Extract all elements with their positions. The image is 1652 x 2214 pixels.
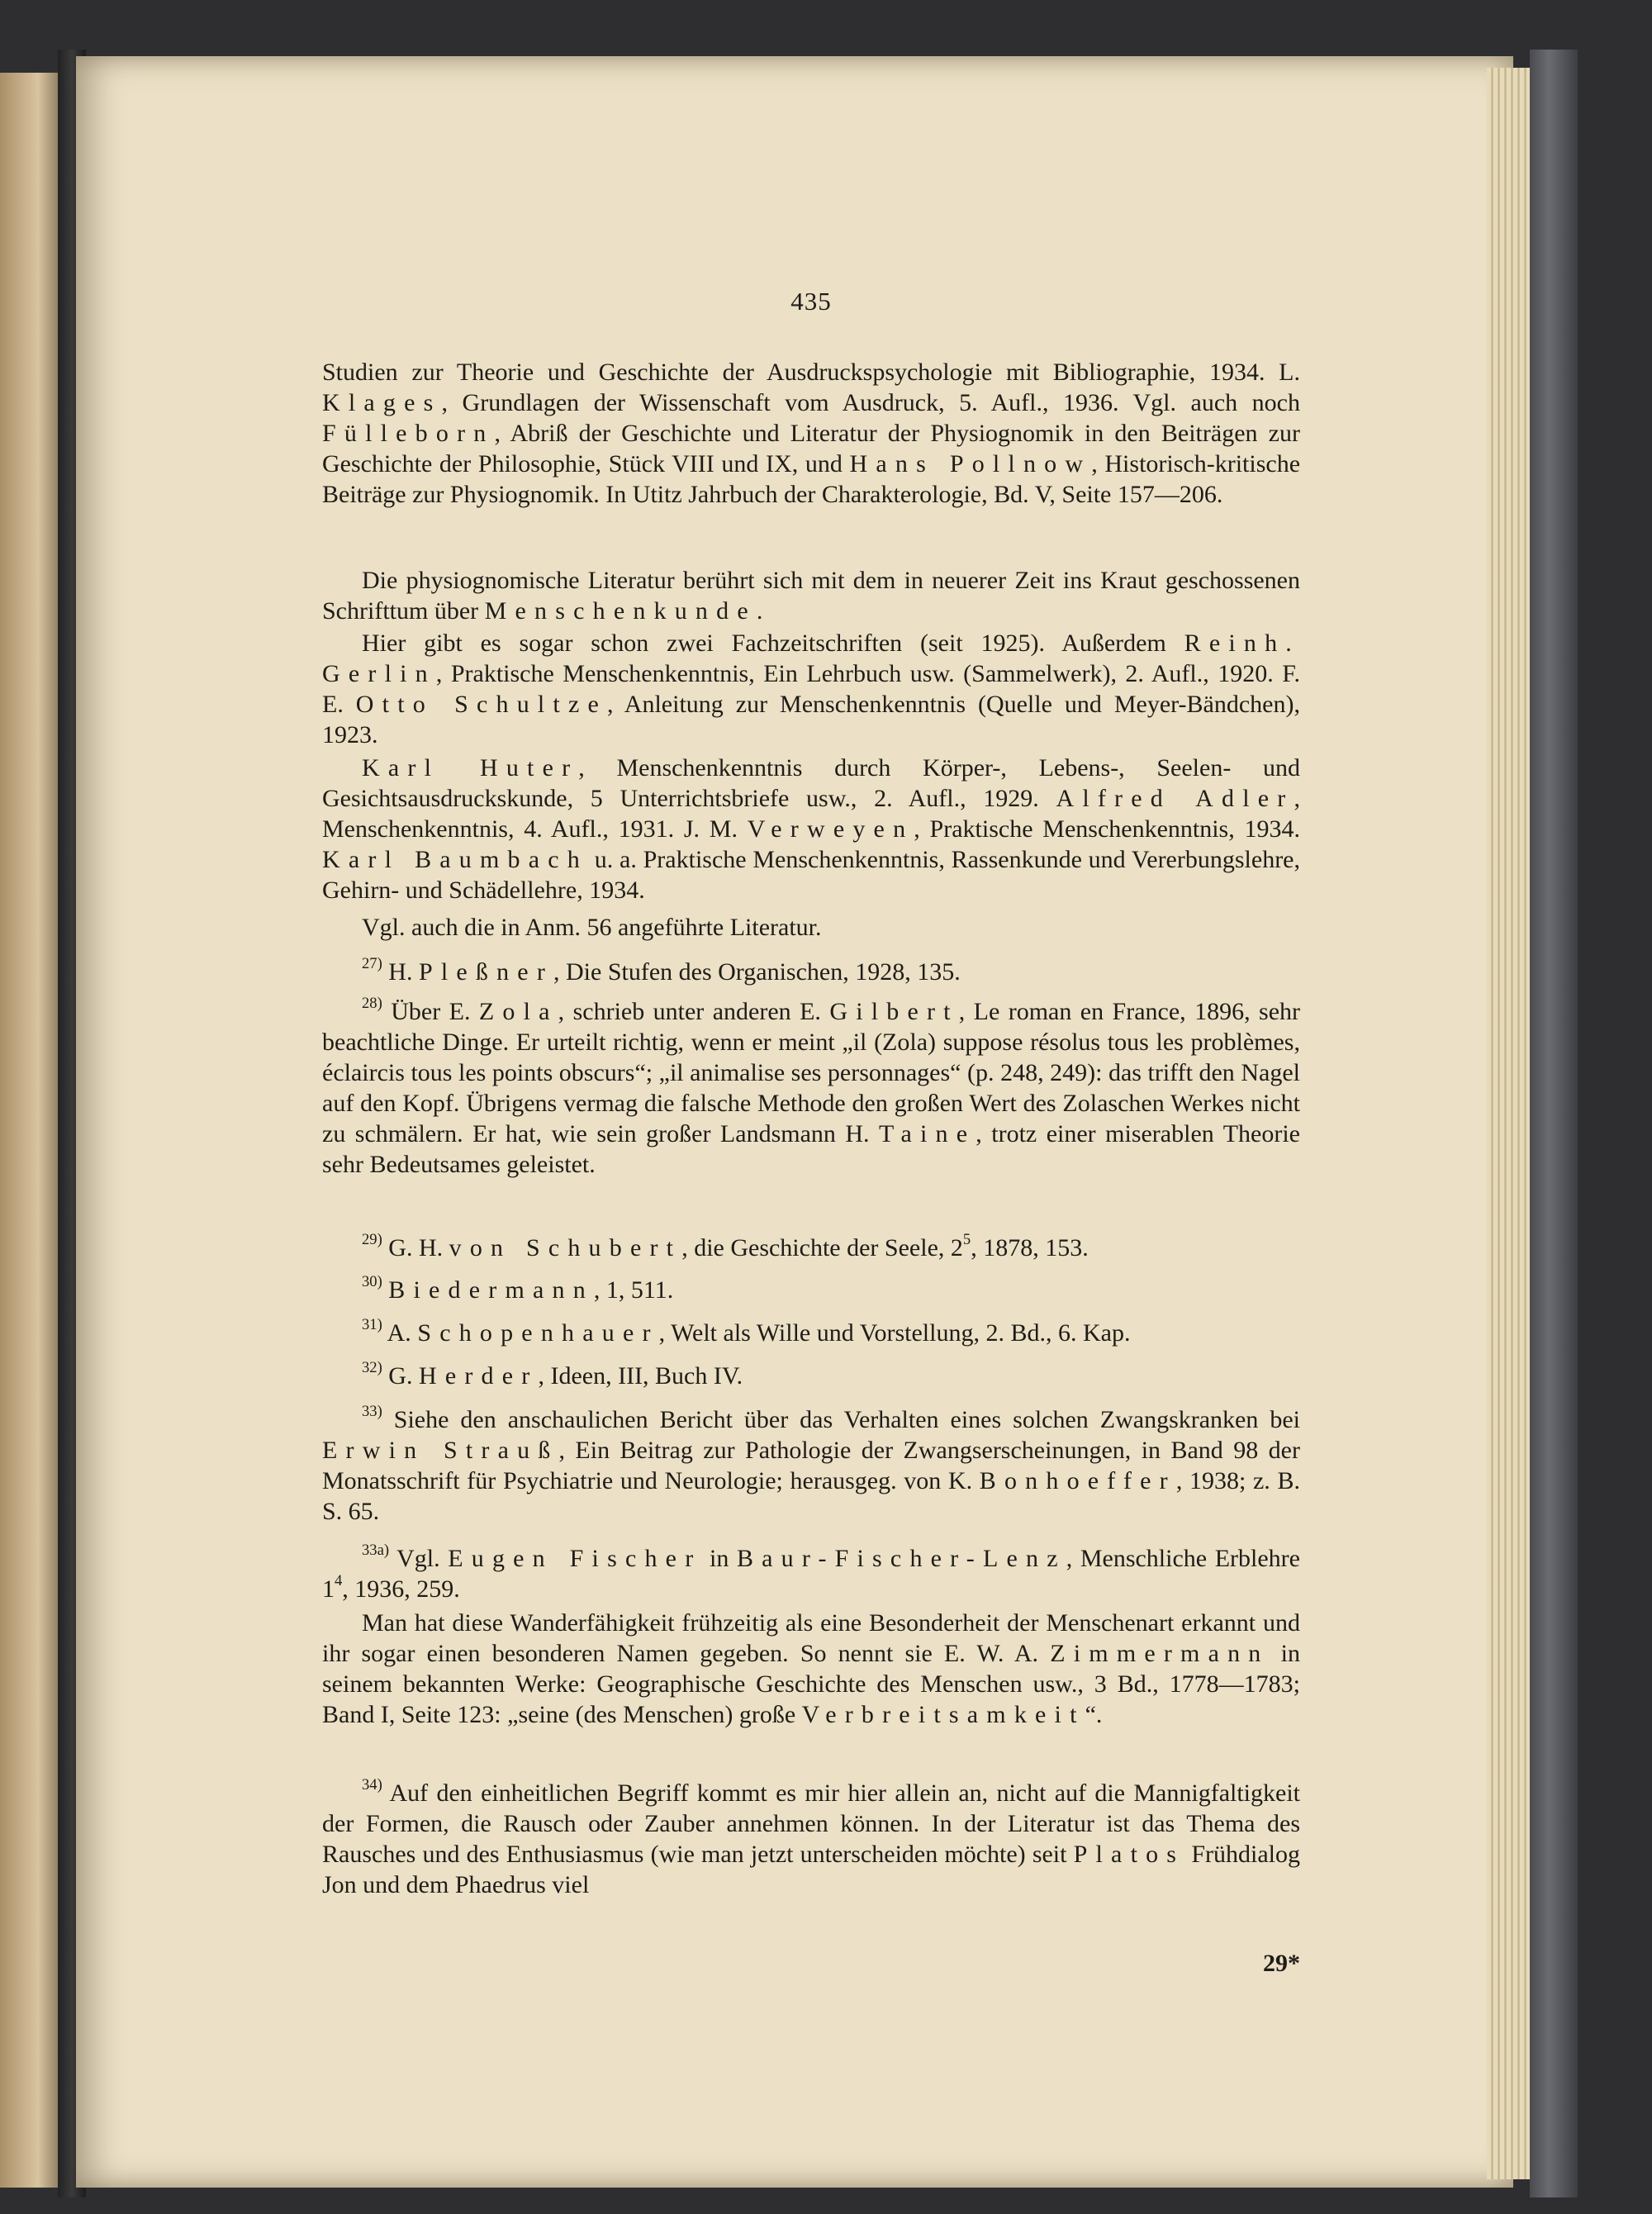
text-run: Hier gibt es sogar schon zwei Fachzeitschriften (seit 1925). Außerdem xyxy=(362,630,1184,657)
spaced-name: Bonhoeffer xyxy=(979,1467,1176,1494)
text-run: Frühdialog Jon und dem Phaedrus viel xyxy=(322,1841,1300,1898)
footnote-marker: 27) xyxy=(362,955,382,973)
spaced-name: Karl Baumbach xyxy=(322,846,588,873)
text-run: in seinem bekannten Werke: Geographische Geschichte des Menschen usw., 3 Bd., 1778—1783; Band I, Seite 123: „seine (des Menschen) große xyxy=(322,1640,1300,1728)
spaced-name: Fülleborn xyxy=(322,420,495,447)
paragraph-fachzeitschriften xyxy=(322,628,1300,750)
signature-mark: 29* xyxy=(1263,1950,1300,1977)
text-run: , 1936, 259. xyxy=(342,1575,460,1603)
text-run: H. xyxy=(382,958,419,986)
footnote-marker: 33a) xyxy=(362,1542,390,1560)
text-run: , Praktische Menschenkenntnis, 1934. xyxy=(914,815,1300,843)
footnote-31 xyxy=(322,1318,1300,1348)
footnote-marker: 28) xyxy=(362,995,382,1013)
footnote-33a xyxy=(322,1543,1300,1604)
footnote-34 xyxy=(322,1778,1300,1900)
spaced-name: Klages xyxy=(322,389,442,416)
footnote-33 xyxy=(322,1404,1300,1527)
spaced-name: Eugen Fischer xyxy=(448,1545,702,1572)
spaced-name: Menschenkunde xyxy=(484,597,757,625)
spaced-name: Schopenhauer xyxy=(417,1319,659,1347)
footnote-marker: 29) xyxy=(362,1231,382,1249)
text-run: u. a. Praktische Menschenkenntnis, Rassenkunde und Vererbungslehre, Gehirn- und Schädellehre, 1934. xyxy=(322,846,1300,904)
spaced-name: Karl Huter xyxy=(362,754,579,782)
text-run: . xyxy=(756,597,763,625)
footnote-marker: 34) xyxy=(362,1776,382,1794)
spaced-name: Herder xyxy=(418,1362,539,1390)
spaced-name: Pleßner xyxy=(418,958,554,986)
footnote-27 xyxy=(322,957,1300,987)
text-run: Siehe den anschaulichen Bericht über das Verhalten eines solchen Zwangskranken bei xyxy=(382,1406,1300,1433)
footnote-marker: 31) xyxy=(362,1316,382,1334)
text-run: G. xyxy=(382,1362,419,1390)
text-run: “. xyxy=(1085,1701,1103,1728)
spaced-name: Verweyen xyxy=(747,815,914,843)
paragraph-vgl-anm56 xyxy=(322,912,1300,943)
paragraph-intro-bibliography xyxy=(322,357,1300,510)
footnote-28 xyxy=(322,996,1300,1180)
text-run: , 1878, 153. xyxy=(971,1234,1089,1261)
book-page xyxy=(76,56,1513,2188)
paragraph-wanderfaehigkeit xyxy=(322,1608,1300,1730)
text-run: , Praktische Menschenkenntnis, Ein Lehrbuch usw. (Sammelwerk), 2. Aufl., 1920. F. E. xyxy=(322,660,1300,718)
spaced-name: Otto Schultze xyxy=(355,691,607,718)
spaced-name: Hans Pollnow xyxy=(849,450,1092,477)
text-run: , trotz einer miserablen Theorie sehr Bedeutsames geleistet. xyxy=(322,1120,1300,1178)
text-run: G. H. xyxy=(382,1234,449,1261)
superscript: 5 xyxy=(962,1231,971,1249)
spaced-name: Reinh. Gerlin xyxy=(322,630,1300,687)
text-run: , Menschenkenntnis durch Körper-, Lebens-, Seelen- und Gesichtsausdruckskunde, 5 Unterrichtsbriefe usw., 2. Aufl., 1929. xyxy=(322,754,1300,812)
text-run: Die physiognomische Literatur berührt sich mit dem in neuerer Zeit ins Kraut geschossenen Schrifttum über xyxy=(322,567,1300,625)
text-run: , Menschenkenntnis, 4. Aufl., 1931. J. M. xyxy=(322,785,1300,843)
superscript: 4 xyxy=(335,1572,343,1590)
text-run: in xyxy=(701,1545,737,1572)
text-run: Vgl. auch die in Anm. 56 angeführte Literatur. xyxy=(362,914,822,941)
text-run: , Ein Beitrag zur Pathologie der Zwangserscheinungen, in Band 98 der Monatsschrift für Psychiatrie und Neurologie; herausgeg. von K. xyxy=(322,1437,1300,1494)
footnote-marker: 32) xyxy=(362,1359,382,1377)
footnote-30 xyxy=(322,1275,1300,1305)
text-run: , die Geschichte der Seele, 2 xyxy=(681,1234,963,1261)
spaced-name: Platos xyxy=(1073,1841,1185,1868)
text-run: , Abriß der Geschichte und Literatur der Physiognomik in den Beiträgen zur Geschichte der Philosophie, Stück VIII und IX, und xyxy=(322,420,1300,477)
footnote-29 xyxy=(322,1233,1300,1263)
paragraph-menschenkenntnis-literature xyxy=(322,753,1300,905)
text-run: Studien zur Theorie und Geschichte der Ausdruckspsychologie mit Bibliographie, 1934. L. xyxy=(322,359,1300,386)
spaced-name: Taine xyxy=(879,1120,976,1147)
spaced-name: Verbreitsamkeit xyxy=(801,1701,1085,1728)
text-run: Man hat diese Wanderfähigkeit frühzeitig als eine Besonderheit der Menschenart erkannt und ihr sogar einen besonderen Namen gegeben. So nennt sie E. W. A. xyxy=(322,1609,1300,1667)
page-block-edges xyxy=(1487,68,1531,2179)
footnote-marker: 30) xyxy=(362,1273,382,1291)
text-run: , Welt als Wille und Vorstellung, 2. Bd., 6. Kap. xyxy=(658,1319,1131,1347)
footnote-marker: 33) xyxy=(362,1403,382,1421)
spaced-name: Alfred Adler xyxy=(1056,785,1294,812)
page-number: 435 xyxy=(790,287,832,316)
spaced-name: Baur-Fischer-Lenz xyxy=(736,1545,1066,1572)
text-run: , Grundlagen der Wissenschaft vom Ausdruck, 5. Aufl., 1936. Vgl. auch noch xyxy=(441,389,1300,416)
spaced-name: Gilbert xyxy=(829,998,959,1025)
text-run: , Menschliche Erblehre 1 xyxy=(322,1545,1300,1603)
text-run: , Anleitung zur Menschenkenntnis (Quelle und Meyer-Bändchen), 1923. xyxy=(322,691,1300,748)
text-run: , Ideen, III, Buch IV. xyxy=(538,1362,743,1390)
spaced-name: Zimmermann xyxy=(1050,1640,1270,1667)
footnote-32 xyxy=(322,1361,1300,1391)
text-run: , Le roman en France, 1896, sehr beachtliche Dinge. Er urteilt richtig, wenn er meint „il (Zola) suppose résolus tous les problèmes, éclaircis tous les points obscurs“; „il animalise ses personnages“ (p. 248, 249): das trifft den Nagel auf den Kopf. Übrigens vermag die falsche Methode den großen Wert des Zolaschen Werkes nicht zu schmälern. Er hat, wie sein großer Landsmann H. xyxy=(322,998,1300,1147)
cover-board xyxy=(1530,50,1578,2197)
text-run: , 1938; z. B. S. 65. xyxy=(322,1467,1300,1525)
spaced-name: Zola xyxy=(478,998,558,1025)
spaced-name: Biedermann xyxy=(388,1276,594,1304)
spaced-name: Erwin Strauß xyxy=(322,1437,559,1464)
text-run: Auf den einheitlichen Begriff kommt es mir hier allein an, nicht auf die Mannigfaltigkeit der Formen, die Rausch oder Zauber annehmen können. In der Literatur ist das Thema des Rausches und des Enthusiasmus (wie man jetzt unterscheiden möchte) seit xyxy=(322,1779,1300,1868)
text-run: Vgl. xyxy=(389,1545,449,1572)
text-run: , 1, 511. xyxy=(593,1276,674,1304)
spaced-name: von Schubert xyxy=(449,1234,682,1261)
text-run: A. xyxy=(382,1319,418,1347)
paragraph-menschenkunde xyxy=(322,565,1300,626)
text-run: , Die Stufen des Organischen, 1928, 135. xyxy=(553,958,961,986)
text-run: , Historisch-kritische Beiträge zur Physiognomik. In Utitz Jahrbuch der Charakterologie, Bd. V, Seite 157—206. xyxy=(322,450,1301,508)
text-run: Über E. xyxy=(382,998,479,1025)
text-run: , schrieb unter anderen E. xyxy=(558,998,830,1025)
